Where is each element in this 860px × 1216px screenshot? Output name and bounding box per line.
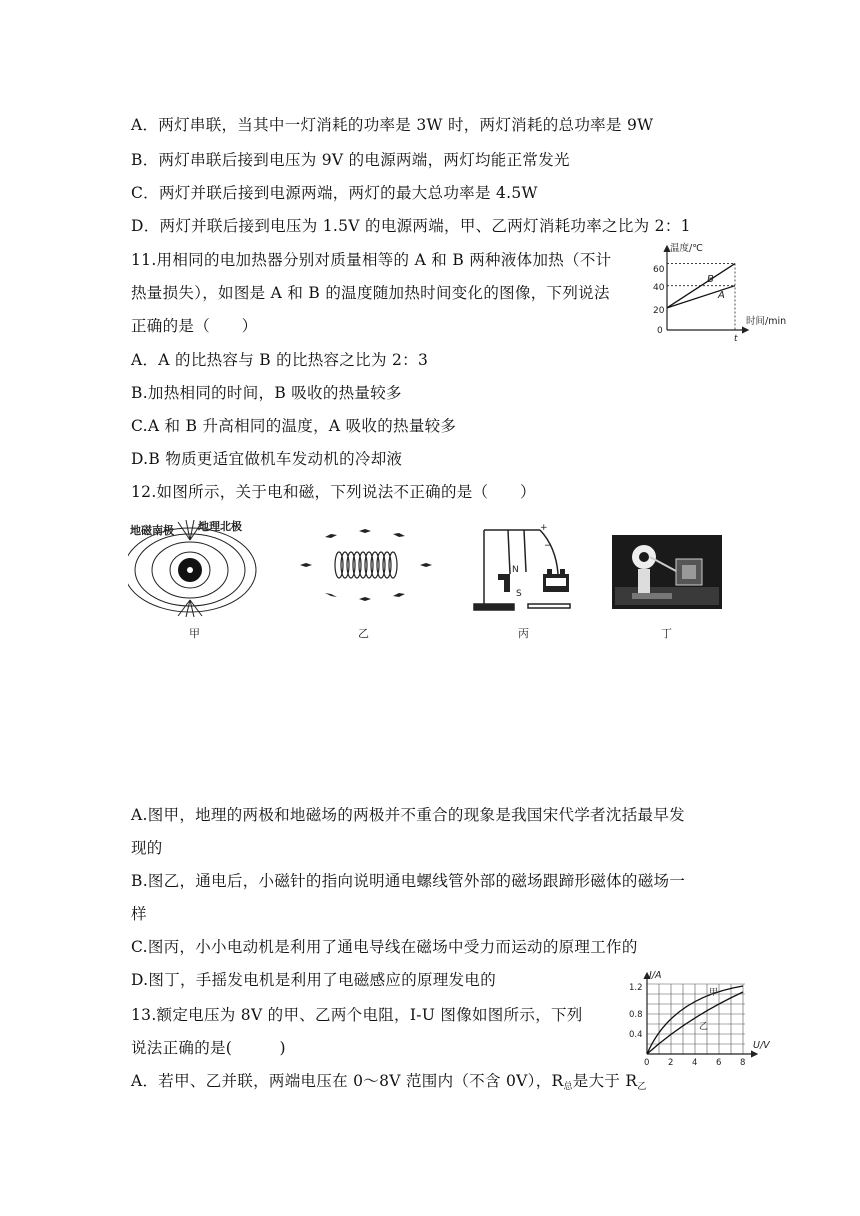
q13-stem-line1: 13.额定电压为 8V 的甲、乙两个电阻，I-U 图像如图所示，下列 xyxy=(131,1006,583,1024)
q13-y-axis-label: I/A xyxy=(649,970,662,981)
q10-option-d: D．两灯并联后接到电压为 1.5V 的电源两端，甲、乙两灯消耗功率之比为 2：1 xyxy=(131,217,691,235)
q13-sub-yi: 乙 xyxy=(637,1082,647,1092)
q13-ytick-2: 0.8 xyxy=(629,1010,643,1020)
q11-temperature-graph xyxy=(648,238,793,342)
q13-xtick-0: 0 xyxy=(644,1058,650,1068)
q11-stem-line2: 热量损失），如图是 A 和 B 的温度随加热时间变化的图像，下列说法 xyxy=(131,284,610,302)
q10-option-b: B．两灯串联后接到电压为 9V 的电源两端，两灯均能正常发光 xyxy=(131,151,570,169)
q13-label-yi: 乙 xyxy=(699,1022,709,1032)
q12-fig-jia-north-label: 地理北极 xyxy=(198,520,242,533)
q12-option-b-line2: 样 xyxy=(131,905,147,923)
q13-stem-line2: 说法正确的是( ) xyxy=(131,1039,286,1057)
q13-ytick-1: 0.4 xyxy=(629,1030,643,1040)
q11-ytick-60: 60 xyxy=(653,265,665,275)
q10-option-c: C．两灯并联后接到电源两端，两灯的最大总功率是 4.5W xyxy=(131,184,538,202)
q12-fig-ding-generator xyxy=(612,535,722,609)
q12-caption-bing: 丙 xyxy=(518,627,529,640)
q11-option-a: A．A 的比热容与 B 的比热容之比为 2：3 xyxy=(131,351,429,369)
q13-label-jia: 甲 xyxy=(709,988,719,998)
q11-option-d: D.B 物质更适宜做机车发动机的冷却液 xyxy=(131,450,403,468)
q12-fig-jia-south-label: 地磁南极 xyxy=(130,524,174,537)
q11-option-c: C.A 和 B 升高相同的温度，A 吸收的热量较多 xyxy=(131,417,457,435)
q11-ytick-0: 0 xyxy=(657,326,663,336)
q13-xtick-4: 4 xyxy=(692,1058,698,1068)
q11-ytick-40: 40 xyxy=(653,283,665,293)
q12-fig-yi-solenoid xyxy=(295,525,435,605)
q12-fig-bing-motor xyxy=(468,522,588,614)
q12-caption-ding: 丁 xyxy=(661,627,672,640)
q11-x-axis-label: 时间/min xyxy=(746,316,787,327)
q12-option-b-line1: B.图乙，通电后，小磁针的指向说明通电螺线管外部的磁场跟蹄形磁体的磁场一 xyxy=(131,872,686,890)
svg-text:S: S xyxy=(516,589,522,599)
q10-option-a: A．两灯串联，当其中一灯消耗的功率是 3W 时，两灯消耗的总功率是 9W xyxy=(131,116,654,134)
q12-option-d: D.图丁，手摇发电机是利用了电磁感应的原理发电的 xyxy=(131,971,497,989)
q13-xtick-6: 6 xyxy=(716,1058,722,1068)
q12-option-c: C.图丙，小小电动机是利用了通电导线在磁场中受力而运动的原理工作的 xyxy=(131,938,638,956)
q13-iu-graph xyxy=(627,968,779,1068)
q13-xtick-8: 8 xyxy=(740,1058,746,1068)
q11-xtick-t: t xyxy=(734,334,738,342)
q13-option-a-mid: 是大于 R xyxy=(572,1072,638,1090)
q11-y-axis-label: 温度/℃ xyxy=(670,243,703,254)
q11-ytick-20: 20 xyxy=(653,306,665,316)
svg-text:+: + xyxy=(540,523,548,533)
svg-text:−: − xyxy=(544,541,552,551)
svg-text:N: N xyxy=(512,565,519,575)
q11-option-b: B.加热相同的时间，B 吸收的热量较多 xyxy=(131,384,402,402)
q12-option-a-line2: 现的 xyxy=(131,839,163,857)
q11-label-a: A xyxy=(718,290,725,301)
q11-stem-line3: 正确的是（ ） xyxy=(131,317,258,335)
q12-option-a-line1: A.图甲，地理的两极和地磁场的两极并不重合的现象是我国宋代学者沈括最早发 xyxy=(131,806,685,824)
q12-caption-jia: 甲 xyxy=(189,627,200,640)
q13-xtick-2: 2 xyxy=(668,1058,674,1068)
q13-option-a-text: A．若甲、乙并联，两端电压在 0～8V 范围内（不含 0V），R xyxy=(131,1072,564,1090)
q13-x-axis-label: U/V xyxy=(753,1040,770,1051)
q12-caption-yi: 乙 xyxy=(358,627,369,640)
q13-option-a xyxy=(131,1071,647,1097)
q13-sub-total: 总 xyxy=(563,1082,573,1092)
q11-stem-line1: 11.用相同的电加热器分别对质量相等的 A 和 B 两种液体加热（不计 xyxy=(131,251,612,269)
q11-label-b: B xyxy=(707,274,714,285)
q13-ytick-3: 1.2 xyxy=(629,983,643,993)
q12-stem: 12.如图所示，关于电和磁，下列说法不正确的是（ ） xyxy=(131,483,536,501)
